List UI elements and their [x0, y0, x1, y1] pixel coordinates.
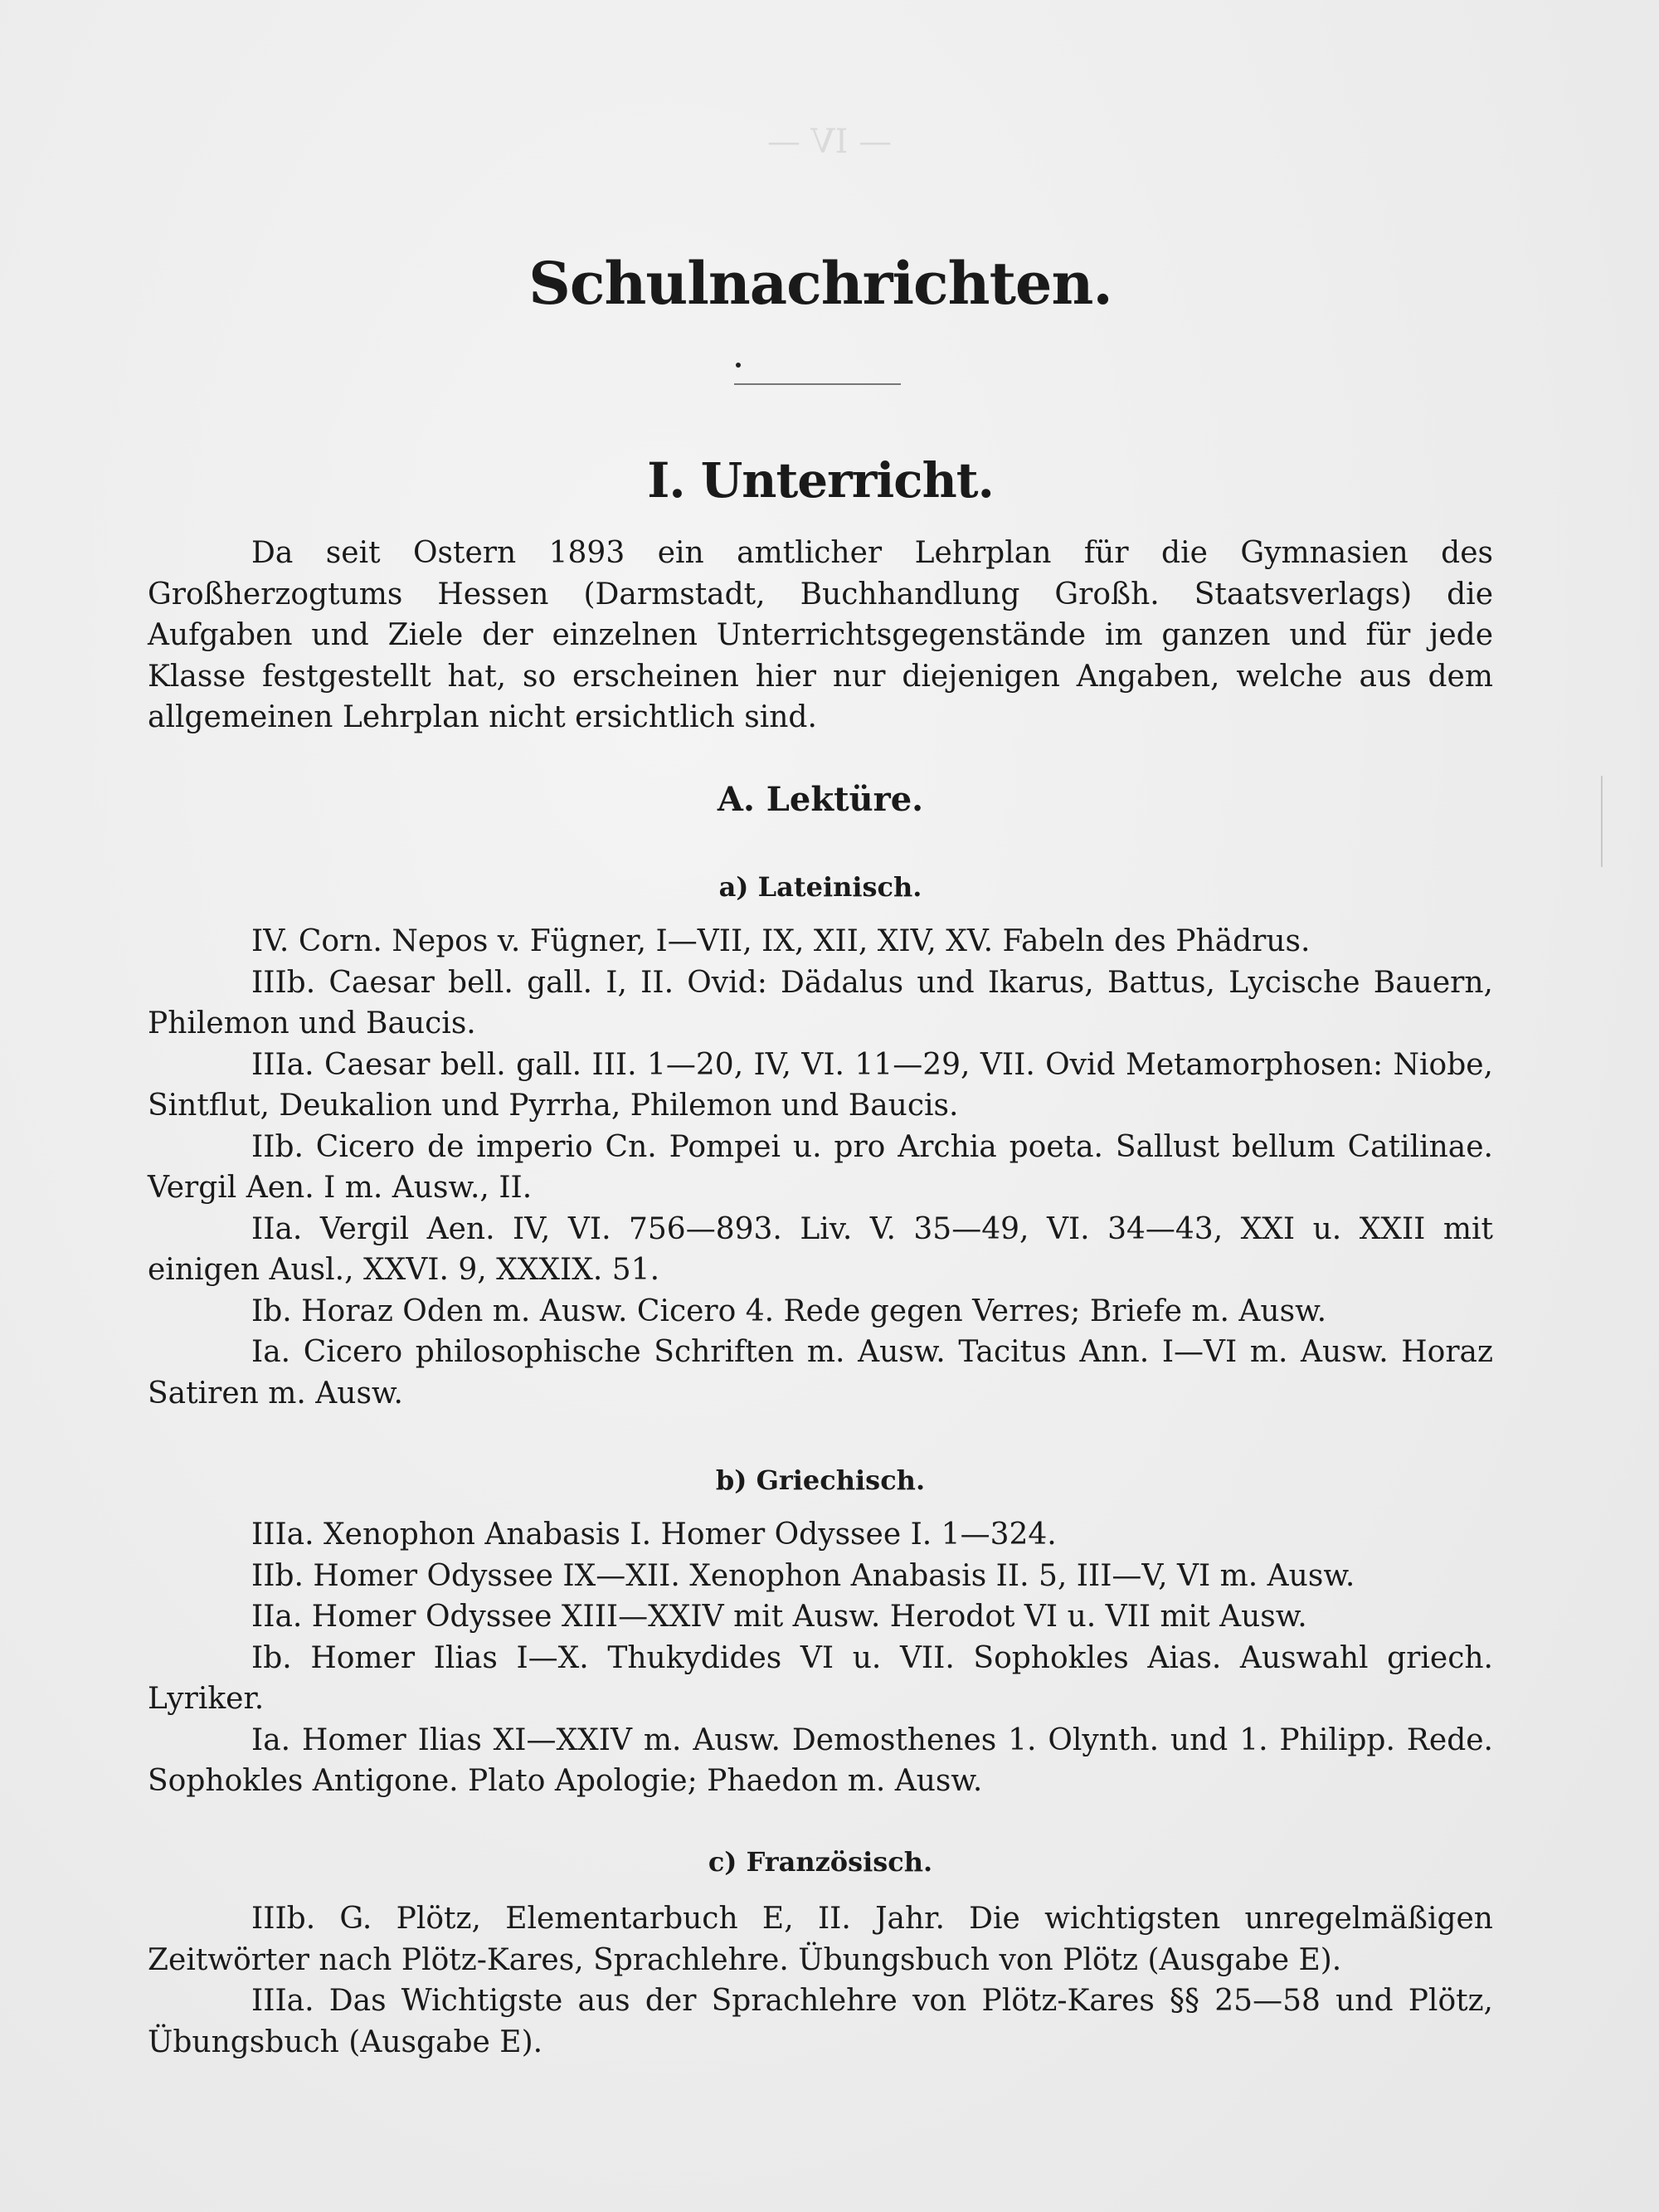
latin-heading: a) Lateinisch.	[718, 871, 922, 903]
french-heading: c) Französisch.	[708, 1846, 933, 1878]
greek-list	[148, 1514, 1493, 1802]
title-separator	[734, 383, 901, 385]
list-item: IIIa. Das Wichtigste aus der Sprachlehre von Plötz-Kares §§ 25—58 und Plötz, Übungsbuch (Ausgabe E).	[148, 1984, 1493, 2059]
list-item: Ib. Homer Ilias I—X. Thukydides VI u. VII. Sophokles Aias. Auswahl griech. Lyriker.	[148, 1640, 1493, 1716]
section-heading: I. Unterricht.	[647, 452, 994, 509]
list-item: IV. Corn. Nepos v. Fügner, I—VII, IX, XII, XIV, XV. Fabeln des Phädrus.	[251, 924, 1311, 958]
list-item: IIb. Homer Odyssee IX—XII. Xenophon Anabasis II. 5, III—V, VI m. Ausw.	[251, 1558, 1355, 1593]
page-title: Schulnachrichten.	[528, 249, 1112, 318]
scan-mark	[1601, 776, 1603, 867]
bleed-through-page-number: — IV —	[766, 123, 893, 161]
list-item: IIIa. Xenophon Anabasis I. Homer Odyssee I. 1—324.	[251, 1518, 1057, 1552]
list-item: Ia. Homer Ilias XI—XXIV m. Ausw. Demosthenes 1. Olynth. und 1. Philipp. Rede. Sophokles Antigone. Plato Apologie; Phaedon m. Ausw.	[148, 1722, 1493, 1798]
greek-heading: b) Griechisch.	[715, 1464, 926, 1496]
french-list	[148, 1898, 1493, 2063]
subsection-heading: A. Lektüre.	[717, 780, 924, 819]
intro-paragraph: Da seit Ostern 1893 ein amtlicher Lehrplan für die Gymnasien des Großherzogtums Hessen (Darmstadt, Buchhandlung Großh. Staatsverlags) die Aufgaben und Ziele der einzelnen Unterrichtsgegenstände im ganzen und für jede Klasse festgestellt hat, so erscheinen hier nur diejenigen Angaben, welche aus dem allgemeinen Lehrplan nicht ersichtlich sind.	[148, 536, 1493, 734]
ornament-dot	[736, 363, 741, 368]
list-item: IIa. Homer Odyssee XIII—XXIV mit Ausw. Herodot VI u. VII mit Ausw.	[251, 1600, 1307, 1634]
list-item: IIIb. G. Plötz, Elementarbuch E, II. Jahr. Die wichtigsten unregelmäßigen Zeitwörter nach Plötz-Kares, Sprachlehre. Übungsbuch von Plötz (Ausgabe E).	[148, 1902, 1493, 1977]
list-item: IIa. Vergil Aen. IV, VI. 756—893. Liv. V. 35—49, VI. 34—43, XXI u. XXII mit einigen Ausl., XXVI. 9, XXXIX. 51.	[148, 1211, 1493, 1287]
list-item: Ia. Cicero philosophische Schriften m. Ausw. Tacitus Ann. I—VI m. Ausw. Horaz Satiren m. Ausw.	[148, 1335, 1493, 1411]
list-item: IIIb. Caesar bell. gall. I, II. Ovid: Dädalus und Ikarus, Battus, Lycische Bauern, Philemon und Baucis.	[148, 965, 1493, 1040]
list-item: IIIa. Caesar bell. gall. III. 1—20, IV, VI. 11—29, VII. Ovid Metamorphosen: Niobe, Sintflut, Deukalion und Pyrrha, Philemon und Baucis.	[148, 1047, 1493, 1123]
list-item: IIb. Cicero de imperio Cn. Pompei u. pro Archia poeta. Sallust bellum Catilinae. Vergil Aen. I m. Ausw., II.	[148, 1129, 1493, 1205]
intro-paragraph-block	[148, 533, 1493, 738]
list-item: Ib. Horaz Oden m. Ausw. Cicero 4. Rede gegen Verres; Briefe m. Ausw.	[251, 1294, 1327, 1328]
latin-list	[148, 921, 1493, 1414]
